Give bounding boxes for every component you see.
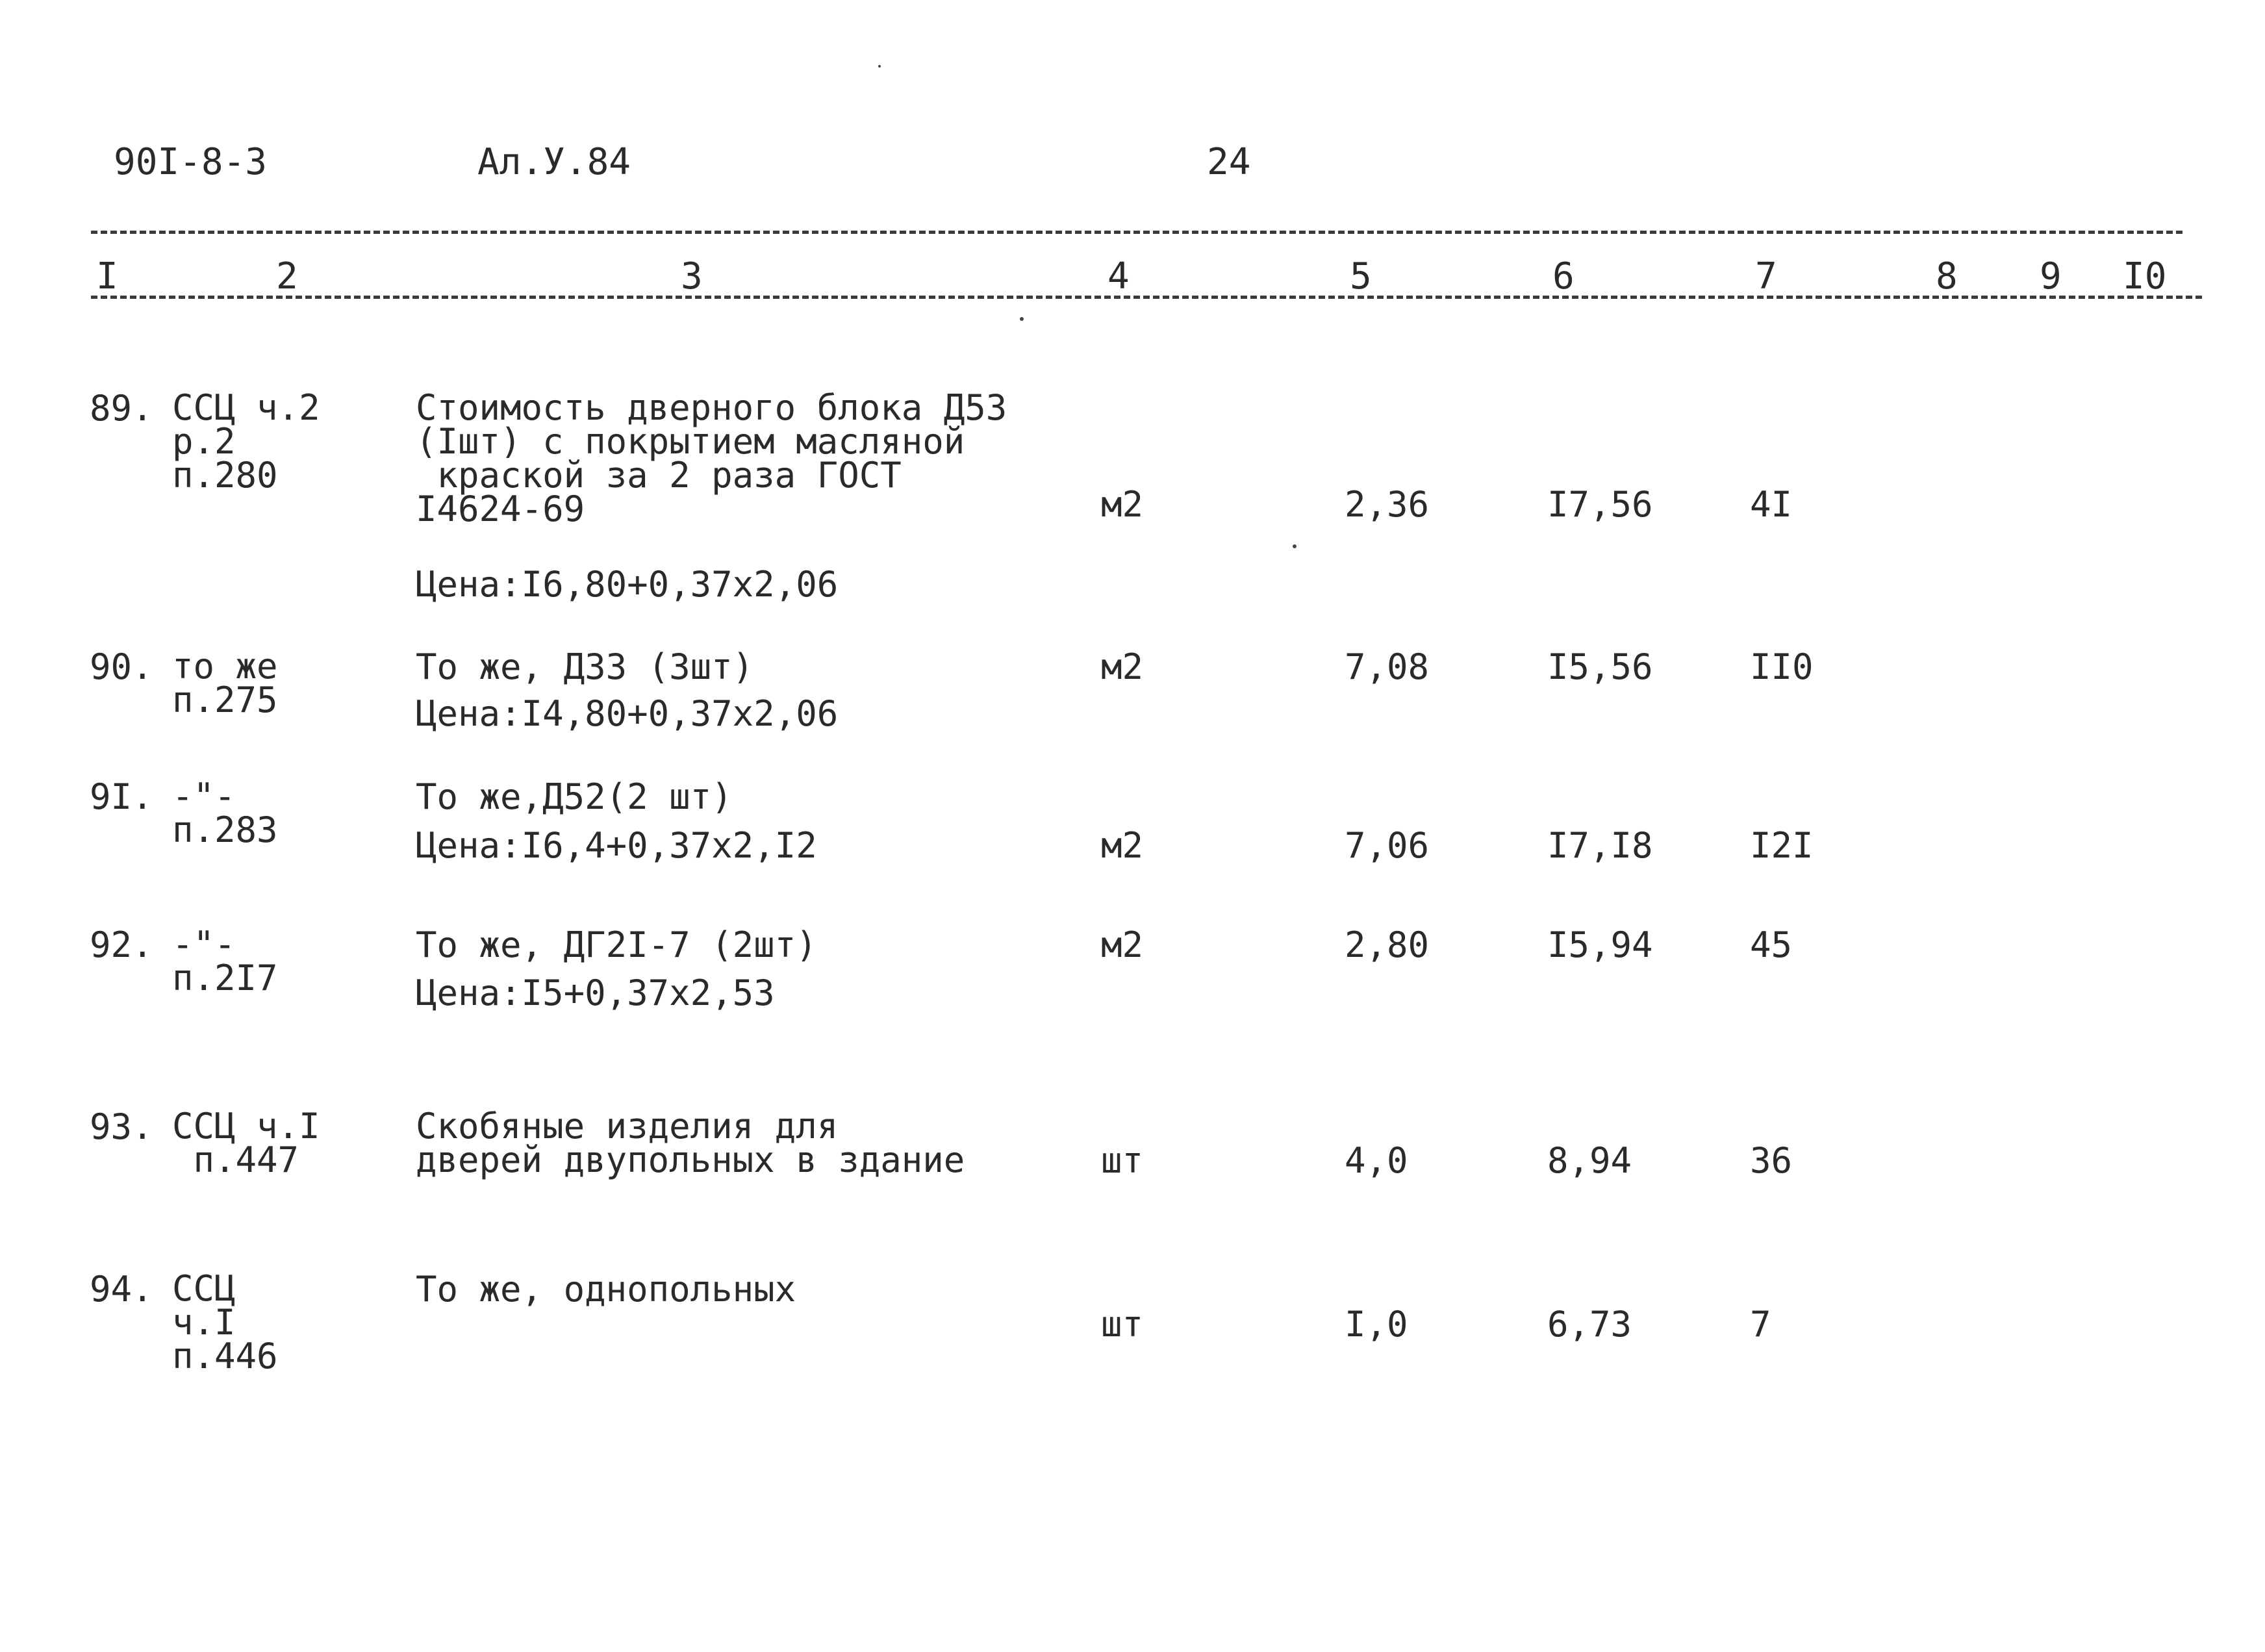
document-code: 90I-8-3 — [114, 141, 268, 183]
row-reference: -"- п.2I7 — [172, 924, 278, 998]
row-unit-cost: I5,56 — [1547, 646, 1653, 687]
row-number: 93. — [90, 1106, 153, 1147]
row-quantity: I,0 — [1345, 1304, 1408, 1345]
row-price-formula: Цена:I4,80+0,37х2,06 — [416, 693, 839, 734]
column-number-8: 8 — [1936, 255, 1958, 298]
column-number-10: I0 — [2123, 255, 2167, 298]
row-unit: м2 — [1101, 924, 1144, 965]
row-reference: -"- п.283 — [172, 776, 278, 850]
row-reference: то же п.275 — [172, 646, 278, 720]
row-total: 36 — [1750, 1140, 1793, 1181]
row-total: 4I — [1750, 484, 1793, 525]
row-unit: м2 — [1101, 825, 1144, 866]
row-quantity: 7,08 — [1345, 646, 1430, 687]
column-number-5: 5 — [1350, 255, 1372, 298]
row-description: То же, Д33 (3шт) — [416, 646, 754, 687]
top-dashed-rule — [91, 231, 2183, 234]
row-quantity: 2,80 — [1345, 924, 1430, 965]
scan-speck — [1020, 317, 1024, 321]
header-dashed-rule — [91, 296, 2202, 299]
row-number: 89. — [90, 388, 153, 429]
row-description: Скобяные изделия для дверей двупольных в здание — [416, 1106, 965, 1180]
row-quantity: 4,0 — [1345, 1140, 1408, 1181]
row-reference: ССЦ ч.2 р.2 п.280 — [172, 387, 320, 496]
row-price-formula: Цена:I6,80+0,37х2,06 — [416, 564, 839, 605]
row-reference: ССЦ ч.I п.446 — [172, 1268, 278, 1377]
row-reference: ССЦ ч.I п.447 — [172, 1106, 320, 1180]
row-total: I2I — [1750, 825, 1814, 866]
scan-speck — [1293, 544, 1297, 548]
row-quantity: 2,36 — [1345, 484, 1430, 525]
column-number-6: 6 — [1552, 255, 1575, 298]
row-unit: шт — [1101, 1140, 1144, 1181]
row-number: 90. — [90, 646, 153, 687]
row-description: То же, ДГ2I-7 (2шт) — [416, 924, 817, 965]
row-unit-cost: 6,73 — [1547, 1304, 1632, 1345]
row-description: Стоимость дверного блока Д53 (Iшт) с покрытием масляной краской за 2 раза ГОСТ I4624-69 — [416, 387, 1007, 529]
row-total: 45 — [1750, 924, 1793, 965]
row-unit: шт — [1101, 1304, 1144, 1345]
row-unit-cost: I7,56 — [1547, 484, 1653, 525]
column-number-2: 2 — [276, 255, 298, 298]
row-unit: м2 — [1101, 484, 1144, 525]
row-quantity: 7,06 — [1345, 825, 1430, 866]
column-number-1: I — [96, 255, 118, 298]
row-unit-cost: I5,94 — [1547, 924, 1653, 965]
row-description: То же,Д52(2 шт) — [416, 776, 733, 817]
row-description: То же, однопольных — [416, 1269, 796, 1310]
row-total: 7 — [1750, 1304, 1771, 1345]
row-number: 94. — [90, 1269, 153, 1310]
row-number: 92. — [90, 924, 153, 965]
row-unit: м2 — [1101, 646, 1144, 687]
album-number: Ал.У.84 — [477, 141, 631, 183]
row-number: 9I. — [90, 776, 153, 817]
row-unit-cost: I7,I8 — [1547, 825, 1653, 866]
scan-speck — [878, 65, 881, 68]
row-unit-cost: 8,94 — [1547, 1140, 1632, 1181]
column-number-3: 3 — [681, 255, 703, 298]
column-number-7: 7 — [1755, 255, 1777, 298]
page-number: 24 — [1207, 141, 1251, 183]
row-price-formula: Цена:I6,4+0,37х2,I2 — [416, 825, 817, 866]
row-total: II0 — [1750, 646, 1814, 687]
column-number-4: 4 — [1107, 255, 1130, 298]
row-price-formula: Цена:I5+0,37х2,53 — [416, 972, 775, 1013]
column-number-9: 9 — [2040, 255, 2062, 298]
